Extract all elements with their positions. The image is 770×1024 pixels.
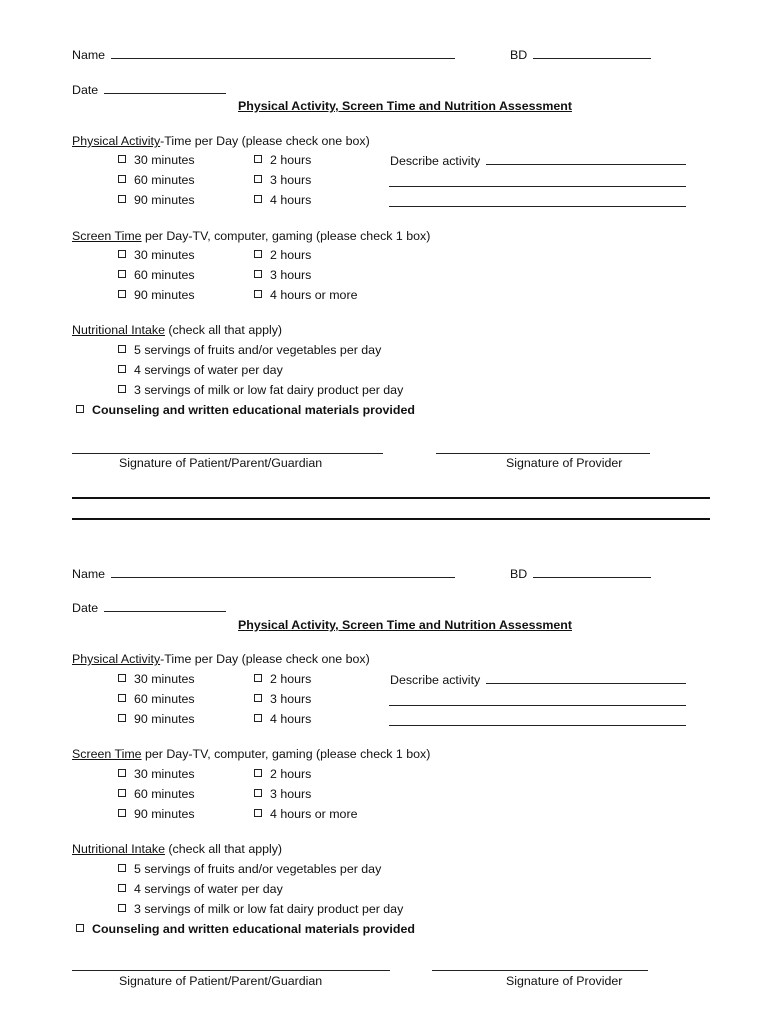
section-divider-top xyxy=(72,497,710,499)
screen-time-instruction: per Day-TV, computer, gaming (please check 1 box) xyxy=(141,229,431,243)
screen-option-2-hours[interactable] xyxy=(254,767,311,781)
option-label: 3 servings of milk or low fat dairy product per day xyxy=(134,383,404,397)
date-field[interactable] xyxy=(104,82,226,94)
option-label: 30 minutes xyxy=(134,672,195,686)
option-label: 4 servings of water per day xyxy=(134,363,283,377)
option-label: 2 hours xyxy=(270,767,312,781)
date-row xyxy=(72,82,226,97)
option-label: 30 minutes xyxy=(134,248,195,262)
checkbox[interactable] xyxy=(118,809,126,817)
screen-time-instruction: per Day-TV, computer, gaming (please check 1 box) xyxy=(141,747,431,761)
screen-option-3-hours[interactable] xyxy=(254,787,311,801)
bd-row xyxy=(510,47,651,62)
date-field[interactable] xyxy=(104,600,226,612)
checkbox[interactable] xyxy=(118,385,126,393)
option-label: 90 minutes xyxy=(134,288,195,302)
nutrition-heading: Nutritional Intake xyxy=(72,323,165,337)
checkbox[interactable] xyxy=(118,290,126,298)
counseling-label: Counseling and written educational materials provided xyxy=(92,922,415,936)
option-label: 3 hours xyxy=(270,173,312,187)
option-label: 4 hours xyxy=(270,193,312,207)
option-4-hours[interactable] xyxy=(254,712,311,726)
describe-activity-line-2[interactable] xyxy=(389,705,686,706)
counseling-label: Counseling and written educational materials provided xyxy=(92,403,415,417)
option-3-hours[interactable] xyxy=(254,173,311,187)
checkbox[interactable] xyxy=(118,345,126,353)
bd-label: BD xyxy=(510,567,528,581)
nutrition-instruction: (check all that apply) xyxy=(164,323,283,337)
checkbox[interactable] xyxy=(118,674,126,682)
screen-time-heading: Screen Time xyxy=(72,229,142,243)
checkbox[interactable] xyxy=(118,365,126,373)
nutrition-option-dairy[interactable] xyxy=(118,902,403,916)
date-label: Date xyxy=(72,601,99,615)
checkbox[interactable] xyxy=(118,270,126,278)
nutrition-heading-row xyxy=(72,842,282,856)
form-title: Physical Activity, Screen Time and Nutrition Assessment xyxy=(238,618,572,632)
screen-time-heading: Screen Time xyxy=(72,747,142,761)
counseling-option[interactable] xyxy=(76,922,415,936)
option-label: 60 minutes xyxy=(134,268,195,282)
screen-option-4-hours-or-more[interactable] xyxy=(254,807,357,821)
bd-field[interactable] xyxy=(533,566,651,578)
checkbox[interactable] xyxy=(76,405,84,413)
checkbox[interactable] xyxy=(254,714,262,722)
option-label: 60 minutes xyxy=(134,173,195,187)
screen-option-3-hours[interactable] xyxy=(254,268,311,282)
option-60-minutes[interactable] xyxy=(118,692,195,706)
option-label: 3 servings of milk or low fat dairy product per day xyxy=(134,902,404,916)
provider-signature-line[interactable] xyxy=(432,970,648,971)
describe-activity-row xyxy=(390,672,686,687)
checkbox[interactable] xyxy=(118,195,126,203)
option-label: 3 hours xyxy=(270,787,312,801)
option-90-minutes[interactable] xyxy=(118,193,195,207)
provider-signature-line[interactable] xyxy=(436,453,650,454)
name-row xyxy=(72,566,455,581)
option-label: 30 minutes xyxy=(134,153,195,167)
checkbox[interactable] xyxy=(254,789,262,797)
checkbox[interactable] xyxy=(118,904,126,912)
checkbox[interactable] xyxy=(118,769,126,777)
physical-activity-heading-row xyxy=(72,134,370,148)
describe-activity-line-2[interactable] xyxy=(389,186,686,187)
nutrition-option-water[interactable] xyxy=(118,882,283,896)
date-label: Date xyxy=(72,83,99,97)
nutrition-instruction: (check all that apply) xyxy=(164,842,283,856)
nutrition-option-water[interactable] xyxy=(118,363,283,377)
name-field[interactable] xyxy=(111,47,455,59)
checkbox[interactable] xyxy=(76,924,84,932)
option-label: 3 hours xyxy=(270,268,312,282)
bd-row xyxy=(510,566,651,581)
option-2-hours[interactable] xyxy=(254,672,311,686)
option-label: 2 hours xyxy=(270,153,312,167)
counseling-option[interactable] xyxy=(76,403,415,417)
bd-label: BD xyxy=(510,48,528,62)
name-field[interactable] xyxy=(111,566,455,578)
section-divider-bottom xyxy=(72,518,710,520)
checkbox[interactable] xyxy=(118,155,126,163)
name-label: Name xyxy=(72,567,106,581)
screen-option-4-hours-or-more[interactable] xyxy=(254,288,357,302)
nutrition-heading: Nutritional Intake xyxy=(72,842,165,856)
screen-option-90-minutes[interactable] xyxy=(118,288,195,302)
checkbox[interactable] xyxy=(118,864,126,872)
provider-signature-label: Signature of Provider xyxy=(506,974,623,988)
name-label: Name xyxy=(72,48,106,62)
option-30-minutes[interactable] xyxy=(118,672,195,686)
screen-option-30-minutes[interactable] xyxy=(118,767,195,781)
option-60-minutes[interactable] xyxy=(118,173,195,187)
nutrition-heading-row xyxy=(72,323,282,337)
checkbox[interactable] xyxy=(254,809,262,817)
nutrition-option-fruits[interactable] xyxy=(118,862,381,876)
checkbox[interactable] xyxy=(118,694,126,702)
option-30-minutes[interactable] xyxy=(118,153,195,167)
describe-activity-field[interactable] xyxy=(486,672,686,684)
nutrition-option-dairy[interactable] xyxy=(118,383,403,397)
physical-activity-heading: Physical Activity xyxy=(72,652,161,666)
option-label: 4 servings of water per day xyxy=(134,882,283,896)
option-label: 5 servings of fruits and/or vegetables per day xyxy=(134,862,382,876)
checkbox[interactable] xyxy=(254,155,262,163)
describe-activity-label: Describe activity xyxy=(390,673,481,687)
checkbox[interactable] xyxy=(118,789,126,797)
option-label: 4 hours xyxy=(270,712,312,726)
option-label: 3 hours xyxy=(270,692,312,706)
screen-option-2-hours[interactable] xyxy=(254,248,311,262)
screen-option-60-minutes[interactable] xyxy=(118,787,195,801)
option-label: 2 hours xyxy=(270,248,312,262)
option-label: 90 minutes xyxy=(134,193,195,207)
patient-signature-label: Signature of Patient/Parent/Guardian xyxy=(119,974,323,988)
option-label: 60 minutes xyxy=(134,787,195,801)
bd-field[interactable] xyxy=(533,47,651,59)
checkbox[interactable] xyxy=(254,270,262,278)
patient-signature-line[interactable] xyxy=(72,970,390,971)
checkbox[interactable] xyxy=(254,195,262,203)
describe-activity-field[interactable] xyxy=(486,153,686,165)
option-2-hours[interactable] xyxy=(254,153,311,167)
checkbox[interactable] xyxy=(254,250,262,258)
option-label: 2 hours xyxy=(270,672,312,686)
patient-signature-label: Signature of Patient/Parent/Guardian xyxy=(119,456,323,470)
provider-signature-label: Signature of Provider xyxy=(506,456,623,470)
option-label: 4 hours or more xyxy=(270,807,358,821)
option-3-hours[interactable] xyxy=(254,692,311,706)
option-label: 60 minutes xyxy=(134,692,195,706)
nutrition-option-fruits[interactable] xyxy=(118,343,381,357)
physical-activity-heading-row xyxy=(72,652,370,666)
option-label: 5 servings of fruits and/or vegetables per day xyxy=(134,343,382,357)
describe-activity-line-3[interactable] xyxy=(389,725,686,726)
checkbox[interactable] xyxy=(254,290,262,298)
option-label: 30 minutes xyxy=(134,767,195,781)
describe-activity-row xyxy=(390,153,686,168)
checkbox[interactable] xyxy=(254,694,262,702)
checkbox[interactable] xyxy=(254,769,262,777)
screen-time-heading-row xyxy=(72,747,430,761)
describe-activity-line-3[interactable] xyxy=(389,206,686,207)
physical-activity-heading: Physical Activity xyxy=(72,134,161,148)
screen-option-60-minutes[interactable] xyxy=(118,268,195,282)
form-title: Physical Activity, Screen Time and Nutrition Assessment xyxy=(238,99,572,113)
screen-time-heading-row xyxy=(72,229,430,243)
name-row xyxy=(72,47,455,62)
option-90-minutes[interactable] xyxy=(118,712,195,726)
checkbox[interactable] xyxy=(118,884,126,892)
checkbox[interactable] xyxy=(118,714,126,722)
option-label: 90 minutes xyxy=(134,807,195,821)
physical-activity-instruction: -Time per Day (please check one box) xyxy=(160,134,370,148)
patient-signature-line[interactable] xyxy=(72,453,383,454)
checkbox[interactable] xyxy=(254,175,262,183)
screen-option-90-minutes[interactable] xyxy=(118,807,195,821)
screen-option-30-minutes[interactable] xyxy=(118,248,195,262)
checkbox[interactable] xyxy=(118,175,126,183)
checkbox[interactable] xyxy=(118,250,126,258)
physical-activity-instruction: -Time per Day (please check one box) xyxy=(160,652,370,666)
option-label: 4 hours or more xyxy=(270,288,358,302)
option-label: 90 minutes xyxy=(134,712,195,726)
option-4-hours[interactable] xyxy=(254,193,311,207)
describe-activity-label: Describe activity xyxy=(390,154,481,168)
checkbox[interactable] xyxy=(254,674,262,682)
date-row xyxy=(72,600,226,615)
